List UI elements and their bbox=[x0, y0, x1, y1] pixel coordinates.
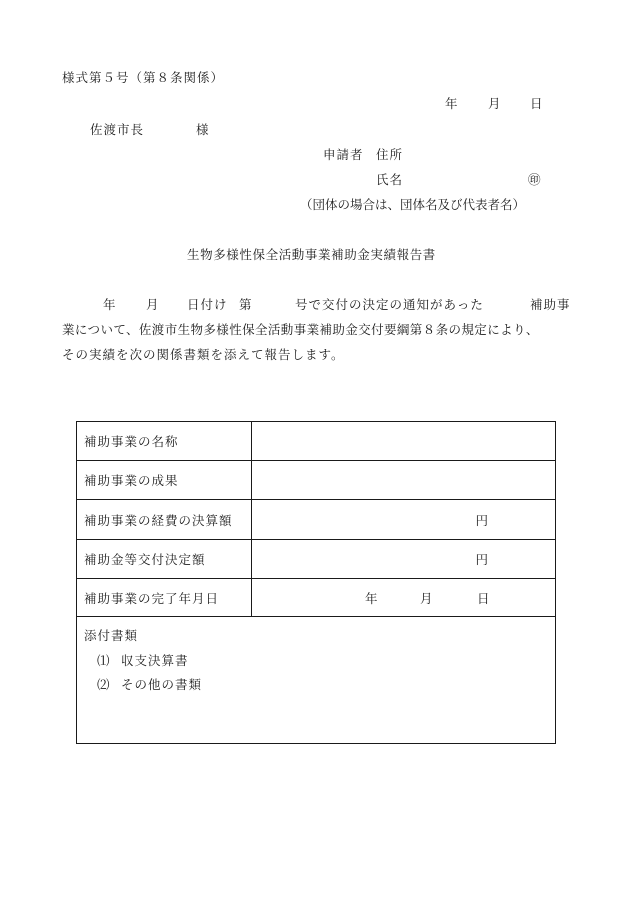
attachment-text: その他の書類 bbox=[121, 677, 203, 692]
body-no-suffix: 号で交付の決定の通知があった bbox=[295, 297, 484, 312]
table-row bbox=[77, 579, 556, 617]
completion-year-label: 年 bbox=[365, 590, 379, 606]
attachment-number: ⑵ bbox=[97, 677, 111, 692]
row-label-project-results: 補助事業の成果 bbox=[77, 461, 252, 500]
body-no-prefix: 第 bbox=[239, 297, 252, 312]
table-row bbox=[77, 422, 556, 461]
body-tail: 補助事 bbox=[530, 297, 571, 312]
table-row bbox=[77, 617, 556, 744]
addressee-name: 佐渡市長 bbox=[90, 122, 145, 137]
seal-mark: ㊞ bbox=[528, 172, 541, 187]
applicant-address-label: 住所 bbox=[376, 147, 404, 162]
completion-day-label: 日 bbox=[477, 590, 491, 606]
attachments-cell bbox=[77, 617, 556, 744]
table-row bbox=[77, 500, 556, 540]
body-month: 月 bbox=[146, 297, 159, 312]
attachment-item bbox=[97, 651, 189, 669]
grant-decision-amount-field[interactable]: 円 bbox=[252, 540, 556, 579]
date-day-label: 日 bbox=[530, 96, 543, 111]
row-label-project-name: 補助事業の名称 bbox=[77, 422, 252, 461]
applicant-note: （団体の場合は、団体名及び代表者名） bbox=[300, 197, 526, 212]
project-results-field[interactable] bbox=[252, 461, 556, 500]
completion-date-field[interactable] bbox=[252, 579, 556, 617]
addressee-honorific: 様 bbox=[196, 122, 209, 137]
applicant-name-label: 氏名 bbox=[376, 172, 404, 187]
applicant-role: 申請者 bbox=[323, 147, 364, 162]
attachment-item bbox=[97, 675, 202, 693]
date-year-label: 年 bbox=[445, 96, 458, 111]
project-name-field[interactable] bbox=[252, 422, 556, 461]
expense-settlement-field[interactable]: 円 bbox=[252, 500, 556, 540]
row-label-expense-settlement: 補助事業の経費の決算額 bbox=[77, 500, 252, 540]
attachment-number: ⑴ bbox=[97, 653, 111, 668]
report-table bbox=[76, 421, 556, 744]
row-label-completion-date: 補助事業の完了年月日 bbox=[77, 579, 252, 617]
attachments-title: 添付書類 bbox=[84, 628, 139, 643]
row-label-grant-decision-amount: 補助金等交付決定額 bbox=[77, 540, 252, 579]
body-year: 年 bbox=[103, 297, 116, 312]
body-line-3: その実績を次の関係書類を添えて報告します。 bbox=[62, 347, 345, 362]
attachment-text: 収支決算書 bbox=[121, 653, 189, 668]
table-row bbox=[77, 461, 556, 500]
body-line-2: 業について、佐渡市生物多様性保全活動事業補助金交付要綱第８条の規定により、 bbox=[62, 322, 539, 337]
table-row bbox=[77, 540, 556, 579]
date-month-label: 月 bbox=[488, 96, 501, 111]
body-dated: 日付け bbox=[187, 297, 228, 312]
document-title: 生物多様性保全活動事業補助金実績報告書 bbox=[187, 247, 436, 262]
completion-month-label: 月 bbox=[420, 590, 434, 606]
form-number: 様式第５号（第８条関係） bbox=[62, 70, 225, 85]
